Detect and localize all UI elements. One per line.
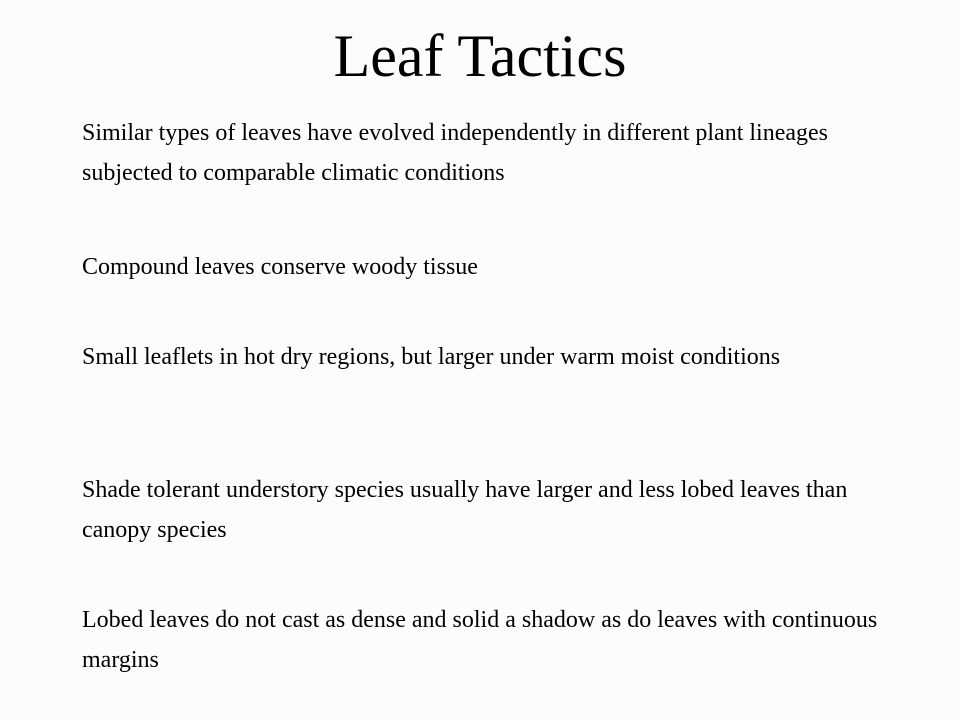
paragraph-leaflet-size: Small leaflets in hot dry regions, but larger under warm moist conditions: [82, 344, 781, 370]
paragraph-independent-evolution: Similar types of leaves have evolved independently in different plant lineages subjected to comparable climatic conditions: [82, 120, 828, 186]
paragraph-shade-tolerant: Shade tolerant understory species usually have larger and less lobed leaves than canopy species: [82, 477, 848, 543]
slide-title: Leaf Tactics: [333, 23, 627, 89]
paragraph-compound-leaves: Compound leaves conserve woody tissue: [82, 254, 478, 280]
paragraph-lobed-leaves: Lobed leaves do not cast as dense and solid a shadow as do leaves with continuous margins: [82, 607, 878, 673]
